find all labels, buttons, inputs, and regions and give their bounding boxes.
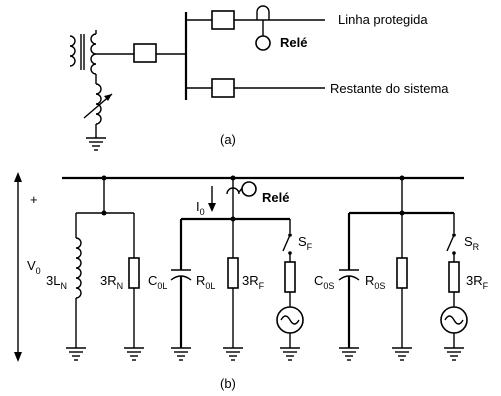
resistor-3rf-system-label: $3R_F$ bbox=[466, 273, 489, 291]
junction-dot bbox=[400, 176, 405, 181]
resistor-3rf-system bbox=[449, 262, 459, 292]
transformer-secondary-winding bbox=[91, 34, 96, 74]
rest-of-system-label: Restante do sistema bbox=[330, 81, 449, 96]
ground-icon bbox=[124, 348, 144, 360]
ground-icon bbox=[444, 348, 464, 360]
resistor-r0l bbox=[228, 258, 238, 288]
switch-sf-label: $S_F$ bbox=[298, 234, 313, 252]
breaker-rest-of-system bbox=[212, 79, 234, 97]
junction-dot bbox=[102, 176, 107, 181]
i0-label: $I_0$ bbox=[196, 199, 205, 217]
capacitor-c0s-label: $C_{0S}$ bbox=[314, 273, 335, 291]
switch-sr-blade bbox=[447, 235, 454, 251]
ground-icon bbox=[339, 348, 359, 360]
inductor-3ln bbox=[76, 238, 81, 298]
junction-dot bbox=[231, 176, 236, 181]
part-b-zero-sequence-circuit bbox=[14, 172, 489, 391]
inductor-3ln-label: $3L_N$ bbox=[46, 273, 67, 291]
switch-sf-blade bbox=[283, 235, 290, 251]
v0-arrow-head-top bbox=[14, 172, 22, 182]
transformer-primary-winding bbox=[70, 36, 75, 66]
v0-label: $V_0$ bbox=[27, 258, 41, 276]
ground-icon bbox=[86, 138, 106, 150]
ground-icon bbox=[66, 348, 86, 360]
protected-line-label: Linha protegida bbox=[338, 12, 428, 27]
resistor-3rf-line bbox=[285, 262, 295, 292]
breaker-transformer bbox=[134, 44, 156, 62]
ground-icon bbox=[392, 348, 412, 360]
current-transformer-icon bbox=[257, 6, 269, 20]
caption-b: (b) bbox=[220, 376, 236, 391]
ground-icon bbox=[171, 348, 191, 360]
relay-label-b: Relé bbox=[262, 190, 290, 205]
caption-a: (a) bbox=[220, 132, 236, 147]
relay-label-a: Relé bbox=[280, 35, 308, 50]
ground-icon bbox=[280, 348, 300, 360]
plus-sign: + bbox=[30, 192, 38, 207]
ground-symbols bbox=[66, 348, 464, 360]
breaker-protected-line bbox=[212, 11, 234, 29]
resistor-r0s-label: $R_{0S}$ bbox=[365, 273, 386, 291]
resistor-3rn bbox=[129, 258, 139, 288]
resistor-3rf-line-label: $3R_F$ bbox=[242, 273, 265, 291]
resistor-r0l-label: $R_{0L}$ bbox=[196, 273, 216, 291]
relay-b-icon bbox=[242, 182, 256, 196]
switch-sr-label: $S_R$ bbox=[464, 234, 480, 252]
i0-arrow-head bbox=[208, 203, 216, 212]
capacitor-c0l-label: $C_{0L}$ bbox=[148, 273, 168, 291]
resistor-r0s bbox=[397, 258, 407, 288]
ground-icon bbox=[223, 348, 243, 360]
relay-icon bbox=[256, 36, 270, 50]
part-a-single-line-diagram bbox=[70, 6, 449, 150]
v0-arrow-head-bottom bbox=[14, 352, 22, 362]
resistor-3rn-label: $3R_N$ bbox=[100, 273, 124, 291]
